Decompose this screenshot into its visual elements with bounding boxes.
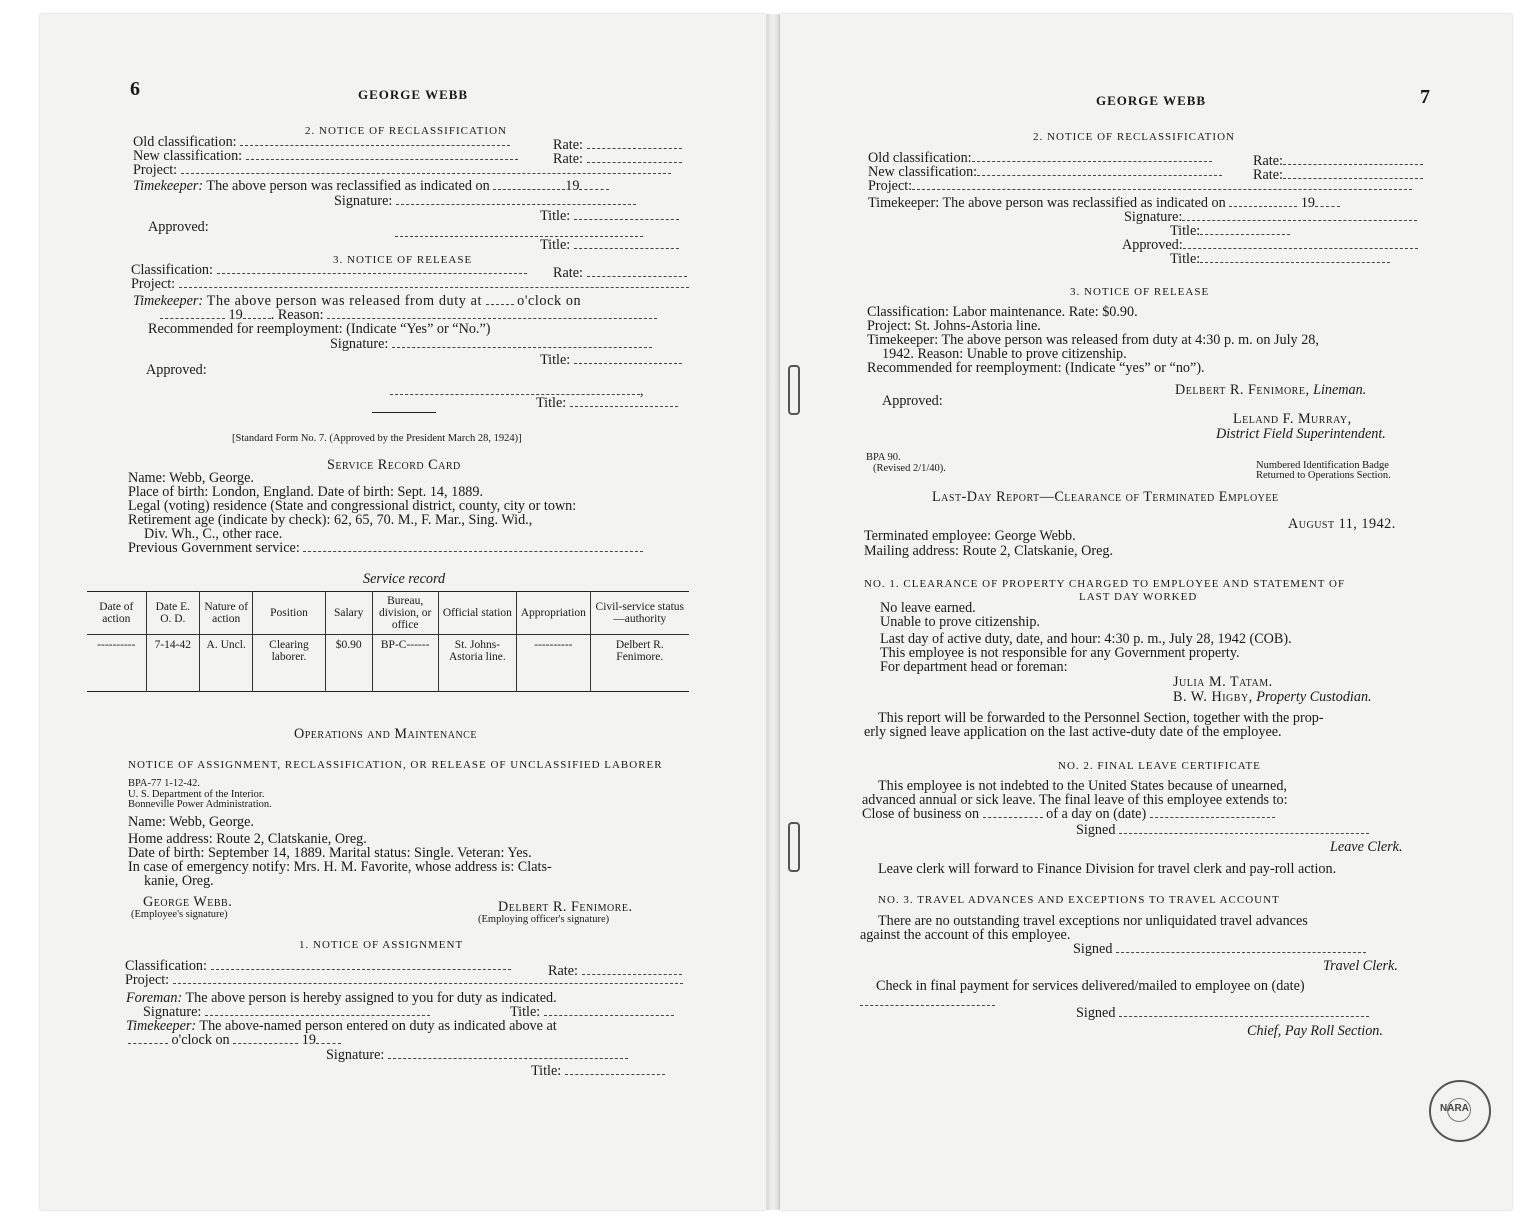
field-label: Approved:	[148, 219, 209, 235]
field-label: New classification:	[133, 149, 518, 163]
column-header: Official station	[438, 592, 517, 635]
field-label: Project:	[131, 277, 689, 291]
field-label: Signature:	[326, 1048, 628, 1062]
timekeeper-line: Timekeeper: The above person was reclassified as indicated on 19	[133, 179, 609, 193]
record-field: This employee is not responsible for any Government property.	[880, 645, 1240, 661]
table-cell: BP-C------	[372, 635, 438, 692]
field-label: Title:	[536, 396, 678, 410]
field-label: Project:	[133, 163, 671, 177]
column-header: Appropriation	[517, 592, 590, 635]
section-heading: NO. 3. TRAVEL ADVANCES AND EXCEPTIONS TO TRAVEL ACCOUNT	[878, 894, 1280, 906]
record-field: against the account of this employee.	[860, 927, 1071, 943]
section-heading: 3. NOTICE OF RELEASE	[1070, 286, 1210, 298]
section-heading: Operations and Maintenance	[294, 726, 477, 742]
record-field: Close of business on of a day on (date)	[862, 807, 1275, 821]
timekeeper-line: Timekeeper: The above person was reclassified as indicated on 19	[868, 196, 1340, 210]
section-heading: NO. 1. CLEARANCE OF PROPERTY CHARGED TO EMPLOYEE AND STATEMENT OF	[864, 578, 1346, 590]
record-field: Terminated employee: George Webb.	[864, 528, 1076, 544]
record-field: erly signed leave application on the last active-duty date of the employee.	[864, 724, 1282, 740]
field-label: ,	[390, 384, 644, 398]
clerk-title: Travel Clerk.	[1323, 958, 1398, 974]
field-label: Approved:	[882, 393, 943, 409]
record-field: 1942. Reason: Unable to prove citizenship.	[882, 346, 1127, 362]
foreman-line: Foreman: The above person is hereby assigned to you for duty as indicated.	[126, 990, 557, 1006]
field-label: Project:	[125, 973, 683, 987]
field-label: Title:	[540, 353, 682, 367]
agency-line: Bonneville Power Administration.	[128, 799, 272, 810]
record-field: For department head or foreman:	[880, 659, 1068, 675]
record-field: Name: Webb, George.	[128, 470, 254, 486]
release-date-line: 19 . Reason:	[160, 308, 657, 322]
record-field: advanced annual or sick leave. The final leave of this employee extends to:	[862, 792, 1288, 808]
record-field: Timekeeper: The above person was released from duty at 4:30 p. m. on July 28,	[867, 332, 1319, 348]
field-label: Title:	[531, 1064, 665, 1078]
table-cell: 7-14-42	[146, 635, 199, 692]
field-label: Rate:	[1253, 168, 1423, 182]
field-label: Classification:	[131, 263, 527, 277]
form-number: BPA-77 1-12-42.	[128, 778, 200, 789]
field-label: Rate:	[553, 152, 682, 166]
record-field: Place of birth: London, England. Date of birth: Sept. 14, 1889.	[128, 484, 484, 500]
field-label: Signature:	[330, 337, 652, 351]
custodian-name: Julia M. Tatam.	[1173, 674, 1273, 690]
record-field: Unable to prove citizenship.	[880, 614, 1040, 630]
service-record-table	[87, 591, 689, 692]
nara-stamp-icon: NARA	[1429, 1080, 1491, 1142]
section-title: Chief, Pay Roll Section.	[1247, 1023, 1383, 1039]
record-field: Classification: Labor maintenance. Rate: $0.90.	[867, 304, 1138, 320]
report-title: Last-Day Report—Clearance of Terminated Employee	[932, 489, 1279, 505]
record-field: Mailing address: Route 2, Clatskanie, Oreg.	[864, 543, 1114, 559]
badge-note: Returned to Operations Section.	[1256, 470, 1391, 481]
timekeeper-line: Timekeeper: The above person was released from duty at o'clock on	[133, 293, 582, 309]
section-heading: 2. NOTICE OF RECLASSIFICATION	[305, 125, 507, 137]
field-label: Signature:	[143, 1005, 430, 1019]
section-heading: 3. NOTICE OF RELEASE	[333, 254, 473, 266]
signature-caption: (Employing officer's signature)	[478, 914, 610, 925]
field-label: New classification:	[868, 165, 1222, 179]
record-field: Div. Wh., C., other race.	[144, 526, 283, 542]
field-label: Old classification:	[868, 151, 1212, 165]
table-title: Service record	[363, 571, 446, 587]
field-label: Approved:	[1122, 238, 1418, 252]
column-header: Date E. O. D.	[146, 592, 199, 635]
section-heading: 2. NOTICE OF RECLASSIFICATION	[1033, 131, 1235, 143]
staple-icon	[788, 365, 800, 415]
record-field: kanie, Oreg.	[144, 873, 214, 889]
record-field: In case of emergency notify: Mrs. H. M. Favorite, whose address is: Clats-	[128, 859, 552, 875]
record-field: Check in final payment for services delivered/mailed to employee on (date)	[876, 978, 1305, 994]
running-head: GEORGE WEBB	[1096, 93, 1207, 108]
record-field: Name: Webb, George.	[128, 814, 254, 830]
signature-caption: (Employee's signature)	[131, 909, 228, 920]
record-field: Home address: Route 2, Clatskanie, Oreg.	[128, 831, 367, 847]
field-label: Signature:	[334, 194, 636, 208]
approver-title: District Field Superintendent.	[1216, 426, 1386, 442]
field-label: Title:	[540, 238, 679, 252]
agency-line: U. S. Department of the Interior.	[128, 789, 265, 800]
field-label: Signature:	[1124, 210, 1417, 224]
clerk-title: Leave Clerk.	[1330, 839, 1403, 855]
field-label: Classification:	[125, 959, 511, 973]
field-label: Rate:	[548, 964, 682, 978]
staple-icon	[788, 822, 800, 872]
record-field: This report will be forwarded to the Personnel Section, together with the prop-	[878, 710, 1324, 726]
record-field: There are no outstanding travel exceptions nor unliquidated travel advances	[878, 913, 1308, 929]
table-cell: $0.90	[325, 635, 372, 692]
section-divider	[372, 412, 436, 413]
section-heading: LAST DAY WORKED	[1079, 591, 1198, 603]
record-field: Legal (voting) residence (State and congressional district, county, city or town:	[128, 498, 577, 514]
running-head: GEORGE WEBB	[358, 87, 469, 102]
column-header: Date of action	[87, 592, 146, 635]
page-number: 7	[1420, 86, 1430, 108]
duty-date-line: o'clock on 19	[128, 1033, 341, 1047]
table-cell: ----------	[517, 635, 590, 692]
field-label: Rate:	[553, 138, 682, 152]
record-field: Recommended for reemployment: (Indicate “yes” or “no”).	[867, 360, 1205, 376]
field-label	[860, 995, 995, 1009]
field-label: Approved:	[146, 362, 207, 378]
record-field: Retirement age (indicate by check): 62, 65, 70. M., F. Mar., Sing. Wid.,	[128, 512, 533, 528]
field-label: Signed	[1073, 942, 1366, 956]
table-header-row	[87, 592, 689, 635]
section-heading: Service Record Card	[327, 457, 461, 473]
employee-signature: George Webb.	[143, 894, 233, 910]
record-field: Last day of active duty, date, and hour: 4:30 p. m., July 28, 1942 (COB).	[880, 631, 1292, 647]
table-cell: Clearing laborer.	[253, 635, 325, 692]
table-cell: Delbert R. Fenimore.	[615, 639, 664, 663]
badge-note: Numbered Identification Badge	[1256, 460, 1389, 471]
section-heading: 1. NOTICE OF ASSIGNMENT	[299, 939, 464, 951]
table-cell: St. Johns-Astoria line.	[438, 635, 517, 692]
field-label: Project:	[868, 179, 1412, 193]
report-date: August 11, 1942.	[1288, 516, 1396, 532]
column-header: Nature of action	[200, 592, 253, 635]
field-label: Recommended for reemployment: (Indicate “Yes” or “No.”)	[148, 321, 491, 337]
column-header: Civil-service status—authority	[590, 592, 689, 635]
column-header: Position	[253, 592, 325, 635]
field-label: Title:	[540, 209, 679, 223]
record-field: Date of birth: September 14, 1889. Marital status: Single. Veteran: Yes.	[128, 845, 532, 861]
approver-name: Leland F. Murray,	[1233, 411, 1352, 427]
timekeeper-line: Timekeeper: The above-named person entered on duty as indicated above at	[126, 1018, 557, 1034]
officer-signature: Delbert R. Fenimore.	[498, 899, 633, 915]
record-field: This employee is not indebted to the United States because of unearned,	[878, 778, 1287, 794]
field-label: Signed	[1076, 1006, 1369, 1020]
field-label: Title:	[1170, 252, 1390, 266]
custodian-line: B. W. Higby, Property Custodian.	[1173, 689, 1372, 705]
table-row	[87, 635, 689, 692]
record-field: Project: St. Johns-Astoria line.	[867, 318, 1041, 334]
form-number: BPA 90.	[866, 452, 901, 463]
field-label: Signed	[1076, 823, 1369, 837]
record-field: No leave earned.	[880, 600, 976, 616]
record-field: Previous Government service:	[128, 541, 643, 555]
column-header: Bureau, division, or office	[372, 592, 438, 635]
signer-line: Delbert R. Fenimore, Lineman.	[1175, 382, 1367, 398]
field-label: Title:	[1170, 224, 1290, 238]
field-label: Title:	[510, 1005, 674, 1019]
section-subheading: NOTICE OF ASSIGNMENT, RECLASSIFICATION, OR RELEASE OF UNCLASSIFIED LABORER	[128, 759, 663, 771]
record-field: Leave clerk will forward to Finance Division for travel clerk and pay-roll action.	[878, 861, 1337, 877]
binding-gutter	[766, 14, 780, 1210]
field-label: Rate:	[553, 266, 687, 280]
field-label: Rate:	[1253, 154, 1423, 168]
field-label: Old classification:	[133, 135, 510, 149]
standard-form-note: [Standard Form No. 7. (Approved by the President March 28, 1924)]	[232, 433, 522, 444]
section-heading: NO. 2. FINAL LEAVE CERTIFICATE	[1058, 760, 1261, 772]
form-revision: (Revised 2/1/40).	[873, 463, 946, 474]
table-cell: ----------	[87, 635, 146, 692]
page-number: 6	[130, 78, 140, 100]
column-header: Salary	[325, 592, 372, 635]
table-cell: A. Uncl.	[200, 635, 253, 692]
